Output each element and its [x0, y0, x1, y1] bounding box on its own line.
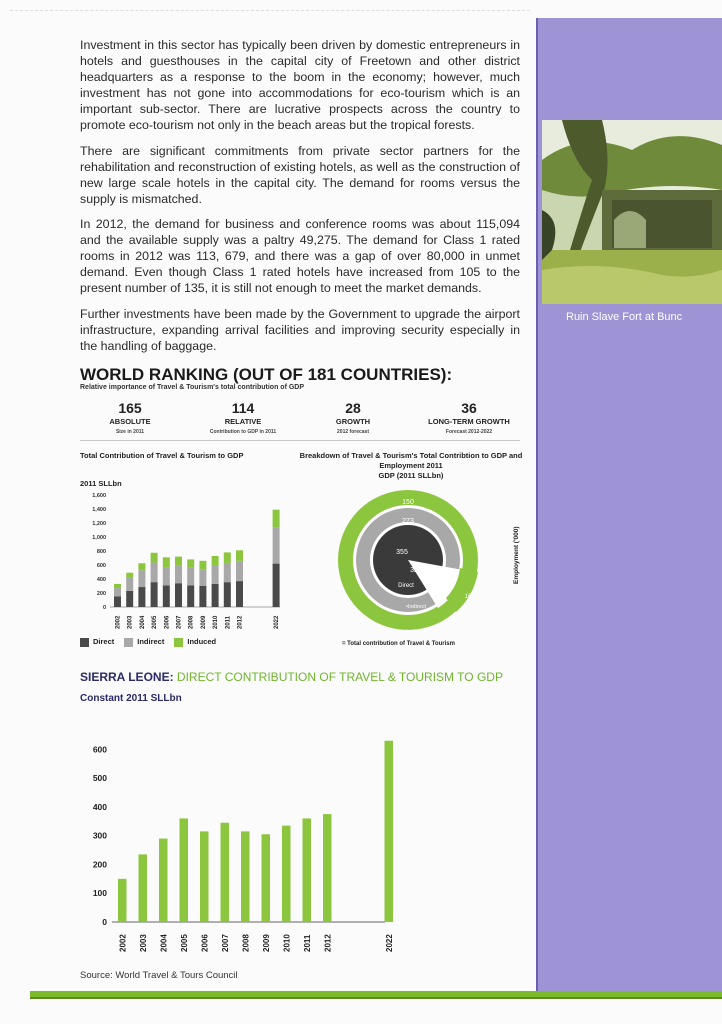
bar	[159, 839, 168, 922]
x-tick-label: 2002	[118, 934, 128, 952]
employment-axis-label: Employment ('000)	[513, 526, 520, 584]
bar	[282, 826, 291, 922]
rank-value: 36	[461, 400, 477, 416]
stacked-bar-chart	[80, 490, 300, 630]
bar-segment-direct	[138, 587, 145, 607]
section-title	[80, 670, 503, 684]
x-tick-label: 2002	[115, 615, 122, 629]
chart1-title: Total Contribution of Travel & Tourism to GDP	[80, 451, 244, 460]
rank-label: GROWTH	[335, 417, 371, 426]
rank-label: ABSOLUTE	[109, 417, 151, 426]
paragraph-2: There are significant commitments from private sector partners for the rehabilitation and reconstruction of existing hotels, as well as the construction of new large scale hotels in the capital city. The demand for rooms versus the supply is mismatched.	[80, 144, 520, 206]
bar-segment-indirect	[224, 563, 231, 582]
y-tick-label: 400	[96, 577, 106, 583]
section-title-country: SIERRA LEONE:	[80, 670, 177, 684]
rank-value: 165	[118, 400, 142, 416]
bar-segment-induced	[126, 573, 133, 578]
donut-label: Direct	[398, 583, 414, 589]
bar	[180, 818, 189, 922]
bar-segment-direct	[175, 583, 182, 607]
bar-segment-indirect	[175, 566, 182, 584]
y-tick-label: 0	[102, 917, 107, 927]
legend-induced	[174, 637, 216, 647]
x-tick-label: 2006	[200, 934, 210, 952]
x-tick-label: 2011	[302, 934, 312, 952]
bar-segment-indirect	[273, 527, 280, 563]
legend-label: Direct	[93, 637, 115, 646]
bar-segment-indirect	[236, 561, 243, 581]
bar-segment-indirect	[212, 565, 219, 584]
x-tick-label: 2003	[127, 615, 134, 629]
bar-segment-indirect	[199, 569, 206, 586]
donut-label: •Indirect	[406, 604, 426, 610]
y-tick-label: 1,400	[92, 507, 106, 513]
x-tick-label: 2007	[176, 615, 183, 629]
y-tick-label: 400	[92, 801, 107, 812]
bar-segment-induced	[187, 559, 194, 567]
bar	[139, 854, 148, 922]
bar-segment-induced	[163, 557, 170, 567]
rank-label: RELATIVE	[224, 417, 262, 426]
x-tick-label: 2008	[188, 615, 195, 629]
legend-swatch-direct	[80, 638, 89, 647]
x-tick-label: 2005	[152, 615, 159, 629]
chart2-title-text: Breakdown of Travel & Tourism's Total Contribtion to GDP and Employment 2011	[299, 451, 523, 470]
x-tick-label: 2004	[159, 934, 169, 952]
bar-segment-induced	[273, 510, 280, 528]
x-tick-label: 2005	[179, 934, 189, 952]
bar	[385, 741, 394, 922]
x-tick-label: 2022	[274, 615, 281, 629]
top-divider	[10, 10, 530, 11]
rank-divider	[80, 440, 520, 441]
rank-value: 114	[231, 400, 255, 416]
x-tick-label: 2022	[384, 934, 394, 952]
bar-segment-induced	[236, 550, 243, 561]
donut-label: 32	[410, 567, 418, 574]
bar	[262, 834, 271, 922]
donut-label: 355	[396, 549, 408, 556]
rank-label: LONG-TERM GROWTH	[428, 417, 510, 426]
y-tick-label: 100	[92, 888, 107, 899]
section-unit: Constant 2011 SLLbn	[80, 693, 182, 704]
rank-note: 2012 forecast	[337, 429, 369, 435]
x-tick-label: 2009	[200, 615, 207, 629]
legend-swatch-induced	[174, 638, 183, 647]
donut-label: 16	[464, 594, 472, 600]
rank-note: Size in 2011	[115, 429, 145, 435]
legend-swatch-indirect	[124, 638, 133, 647]
rank-note: Forecast 2012-2022	[445, 429, 493, 435]
y-tick-label: 1,000	[92, 535, 106, 541]
y-tick-label: 0	[102, 605, 106, 611]
donut-label: 273	[402, 518, 414, 525]
legend-indirect	[124, 637, 164, 647]
x-tick-label: 2004	[139, 615, 146, 629]
bar-segment-indirect	[151, 563, 158, 583]
legend-label: Indirect	[137, 637, 165, 646]
bar-segment-indirect	[126, 578, 133, 591]
source-note: Source: World Travel & Tours Council	[80, 970, 238, 981]
x-tick-label: 2008	[241, 934, 251, 952]
rank-absolute	[75, 401, 185, 435]
x-tick-label: 2010	[213, 615, 220, 629]
bar-segment-direct	[114, 597, 121, 608]
bar-segment-induced	[199, 561, 206, 569]
x-tick-label: 2006	[164, 615, 171, 629]
x-tick-label: 2009	[261, 934, 271, 952]
rank-long-term-growth	[414, 401, 524, 435]
bar-segment-indirect	[114, 588, 121, 596]
bar-segment-induced	[138, 563, 145, 570]
world-ranking-title: WORLD RANKING (OUT OF 181 COUNTRIES):	[80, 365, 453, 384]
x-tick-label: 2007	[220, 934, 230, 952]
bar-segment-indirect	[187, 568, 194, 586]
y-tick-label: 300	[92, 830, 107, 841]
bar-segment-direct	[163, 585, 170, 607]
bar-segment-direct	[273, 564, 280, 607]
bar-segment-induced	[175, 557, 182, 566]
bar-segment-indirect	[138, 570, 145, 587]
y-tick-label: 800	[96, 549, 106, 555]
paragraph-3: In 2012, the demand for business and conference rooms was about 115,094 and the available supply was a paltry 49,275. The demand for Class 1 rated rooms in 2012 was 113, 679, and there was a gap of over 80,000 in unmet demand. Even though Class 1 rated hotels have increased from 105 to the present number of 135, it is still not enough to meet the market demands.	[80, 217, 520, 295]
y-tick-label: 1,600	[92, 493, 106, 499]
rank-note: Contribution to GDP in 2011	[209, 429, 277, 435]
bar-segment-direct	[212, 584, 219, 607]
bottom-rule-dark	[30, 997, 722, 999]
legend-label: Induced	[187, 637, 217, 646]
bar-segment-induced	[212, 556, 219, 565]
bar-segment-induced	[114, 584, 121, 588]
rank-relative	[188, 401, 298, 435]
bar-segment-direct	[151, 582, 158, 607]
world-ranking-subtitle: Relative importance of Travel & Tourism's total contribution of GDP	[80, 384, 305, 391]
bar-segment-direct	[236, 581, 243, 607]
y-tick-label: 1,200	[92, 521, 106, 527]
x-tick-label: 2012	[237, 615, 244, 629]
chart2-legend: = Total contribution of Travel & Tourism	[342, 641, 455, 647]
ruin-fort-photo	[542, 120, 722, 304]
y-tick-label: 600	[96, 563, 106, 569]
direct-contribution-bar-chart	[80, 730, 400, 968]
donut-label: •Induced	[405, 629, 427, 635]
bar	[303, 818, 312, 922]
x-tick-label: 2012	[323, 934, 333, 952]
bar-segment-direct	[187, 585, 194, 607]
photo-caption: Ruin Slave Fort at Bunc	[566, 311, 683, 323]
bar-segment-indirect	[163, 567, 170, 585]
bar	[241, 831, 250, 922]
donut-label: 25	[446, 577, 454, 584]
x-tick-label: 2003	[138, 934, 148, 952]
bar-segment-induced	[224, 552, 231, 563]
bar	[221, 823, 230, 922]
x-tick-label: 2010	[282, 934, 292, 952]
rank-value: 28	[345, 400, 361, 416]
x-tick-label: 2011	[225, 615, 232, 629]
y-tick-label: 200	[96, 591, 106, 597]
paragraph-4: Further investments have been made by the Government to upgrade the airport infrastructure, expanding arrival facilities and improving security especially in the handling of baggage.	[80, 307, 520, 353]
chart1-unit: 2011 SLLbn	[80, 479, 122, 488]
bar	[323, 814, 332, 922]
y-tick-label: 500	[92, 773, 107, 784]
bar-segment-induced	[151, 553, 158, 563]
bar-segment-direct	[199, 586, 206, 607]
legend-direct	[80, 637, 114, 647]
y-tick-label: 600	[92, 744, 107, 755]
y-tick-label: 200	[92, 859, 107, 870]
sidebar-edge	[536, 18, 538, 998]
rank-growth	[298, 401, 408, 435]
paragraph-1: Investment in this sector has typically been driven by domestic entrepreneurs in hotels and guesthouses in the capital city of Freetown and other district headquarters as a response to the boom in the economy; however, much investment has not gone into accommodations for eco-tourism which is an important sub-sector. There are lucrative prospects across the country to promote eco-tourism not only in the beach areas but the tropical forests.	[80, 38, 520, 132]
chart1-legend	[80, 637, 216, 647]
chart2-subtitle: GDP (2011 SLLbn)	[378, 471, 444, 480]
bar	[200, 831, 209, 922]
bar-segment-direct	[224, 582, 231, 607]
bar	[118, 879, 127, 922]
donut-label: 150	[402, 499, 414, 506]
donut-chart	[330, 488, 530, 638]
bar-segment-direct	[126, 591, 133, 607]
section-title-topic: DIRECT CONTRIBUTION OF TRAVEL & TOURISM TO GDP	[176, 670, 503, 684]
chart2-title	[296, 451, 526, 481]
